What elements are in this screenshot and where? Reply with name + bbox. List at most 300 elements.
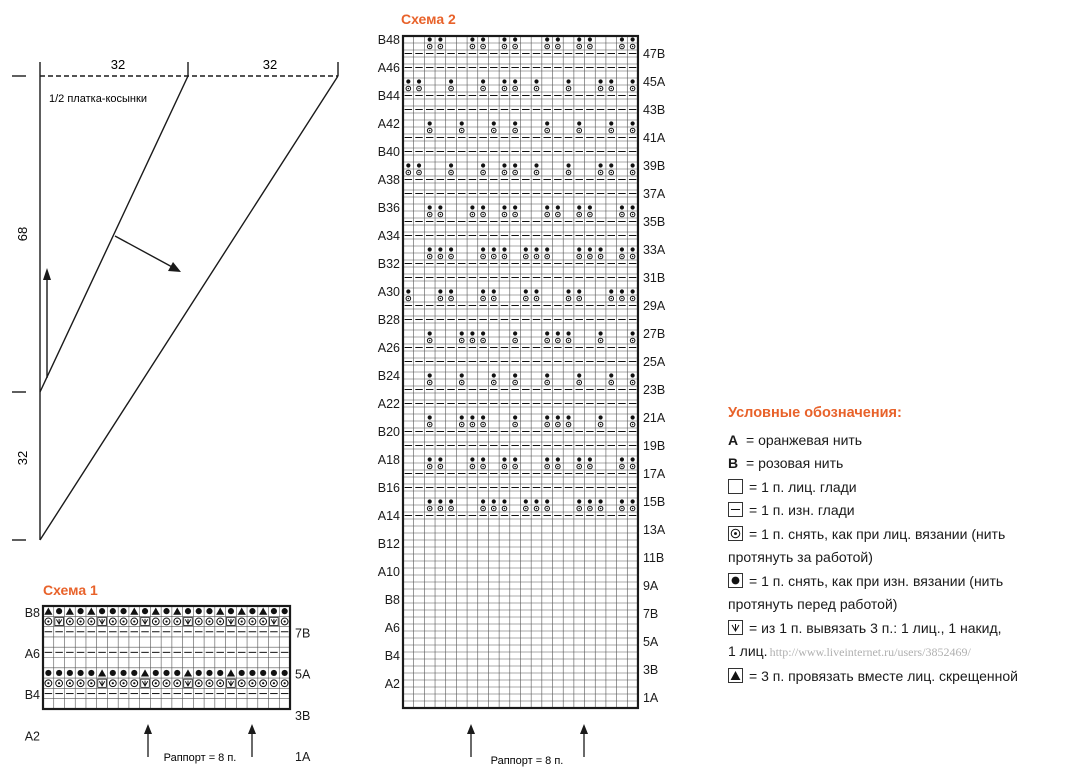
row-label-left: B40 (377, 144, 400, 159)
slip-back-symbol-dot (568, 424, 570, 426)
slip-front-symbol (577, 289, 581, 293)
slip-front-symbol (406, 163, 410, 167)
slip-back-symbol-dot (525, 508, 527, 510)
width-label-left: 32 (110, 57, 126, 72)
slip-front-symbol (45, 670, 51, 676)
legend-item (728, 665, 1080, 689)
row-label-left: A42 (377, 116, 400, 131)
slip-back-symbol-dot (482, 172, 484, 174)
slip-back-symbol-dot (472, 466, 474, 468)
slip-back-symbol-dot (133, 620, 135, 622)
slip-front-symbol (513, 163, 517, 167)
slip-back-symbol-dot (632, 424, 634, 426)
slip-front-symbol (78, 670, 84, 676)
slip-front-symbol (78, 608, 84, 614)
slip-front-symbol (556, 331, 560, 335)
legend-key: B (728, 455, 739, 471)
slip-front-symbol (598, 163, 602, 167)
slip-front-symbol (620, 37, 624, 41)
slip-back-symbol-dot (600, 340, 602, 342)
slip-back-symbol-dot (69, 682, 71, 684)
slip-front-symbol (534, 289, 538, 293)
decrease-symbol (44, 608, 52, 615)
slip-back-symbol-dot (90, 620, 92, 622)
slip-back-symbol-dot (514, 46, 516, 48)
slip-back-symbol-dot (589, 508, 591, 510)
slip-front-symbol (502, 457, 506, 461)
slip-back-symbol-dot (251, 682, 253, 684)
row-label-right: 39B (642, 158, 666, 173)
slip-front-symbol (56, 608, 62, 614)
slip-front-symbol (481, 415, 485, 419)
scheme1-repeat-label: Раппорт = 8 п. (163, 752, 237, 764)
slip-front-symbol (609, 373, 613, 377)
arrow-head (168, 262, 181, 272)
slip-front-symbol (481, 37, 485, 41)
decrease-symbol (259, 608, 267, 615)
slip-front-symbol (142, 608, 148, 614)
slip-front-symbol (163, 608, 169, 614)
slip-front-symbol (502, 247, 506, 251)
slip-back-icon (728, 526, 743, 541)
slip-back-symbol-dot (578, 466, 580, 468)
legend-text-continuation (728, 593, 1080, 617)
slip-back-symbol-dot (632, 46, 634, 48)
slip-back-symbol-dot (482, 508, 484, 510)
slip-back-symbol-dot (155, 620, 157, 622)
slip-front-symbol (428, 121, 432, 125)
slip-front-icon (728, 573, 743, 588)
slip-front-symbol (481, 163, 485, 167)
slip-back-symbol-dot (450, 172, 452, 174)
slip-back-symbol-dot (284, 682, 286, 684)
slip-front-symbol (438, 499, 442, 503)
slip-back-symbol-dot (176, 620, 178, 622)
slip-back-symbol-dot (429, 424, 431, 426)
shawl-caption: 1/2 платка-косынки (49, 93, 147, 105)
scheme2-title: Схема 2 (401, 11, 456, 27)
arrow-head (248, 724, 256, 734)
slip-back-symbol-dot (536, 256, 538, 258)
row-label-right: 29A (642, 298, 666, 313)
slip-back-symbol-dot (408, 172, 410, 174)
legend-key: A (728, 431, 739, 448)
slip-front-symbol (417, 163, 421, 167)
slip-front-symbol (513, 205, 517, 209)
row-label-left: A22 (377, 396, 400, 411)
slip-front-symbol (556, 457, 560, 461)
slip-front-symbol (588, 205, 592, 209)
slip-front-symbol (545, 247, 549, 251)
slip-front-symbol (481, 499, 485, 503)
slip-front-symbol (577, 205, 581, 209)
slip-back-symbol-dot (262, 620, 264, 622)
slip-front-symbol (577, 121, 581, 125)
slip-front-symbol (577, 373, 581, 377)
slip-front-symbol (460, 121, 464, 125)
row-label-right: 5A (642, 634, 659, 649)
slip-back-symbol-dot (262, 682, 264, 684)
slip-front-symbol (470, 457, 474, 461)
slip-back-symbol-dot (557, 424, 559, 426)
slip-back-symbol-dot (632, 340, 634, 342)
slip-back-symbol-dot (241, 682, 243, 684)
slip-front-symbol (206, 608, 212, 614)
height-label-upper: 68 (15, 226, 30, 242)
slip-back-symbol-dot (58, 682, 60, 684)
slip-front-symbol (481, 331, 485, 335)
slip-front-symbol (545, 37, 549, 41)
row-label-left: A38 (377, 172, 400, 187)
row-label-left: A10 (377, 564, 400, 579)
shawl-schematic (12, 62, 338, 540)
legend-text: = из 1 п. вывязать 3 п.: 1 лиц., 1 накид, (749, 619, 1002, 636)
slip-front-symbol (598, 331, 602, 335)
legend-text: = 1 п. снять, как при изн. вязании (нить (749, 572, 1004, 589)
scheme1-row-labels (25, 606, 311, 764)
row-label-right: 31B (642, 270, 666, 285)
legend-text: = оранжевая нить (746, 431, 863, 448)
row-label-left: B28 (377, 312, 400, 327)
slip-front-symbol (502, 79, 506, 83)
slip-back-symbol-dot (429, 508, 431, 510)
slip-front-symbol (545, 415, 549, 419)
slip-back-symbol-dot (208, 620, 210, 622)
legend-item (728, 452, 1080, 476)
slip-front-symbol (131, 670, 137, 676)
scheme2-grid (403, 36, 638, 708)
row-label-right: 21A (642, 410, 666, 425)
row-label-right: 17A (642, 466, 666, 481)
slip-front-symbol (588, 247, 592, 251)
slip-front-symbol (631, 373, 635, 377)
slip-back-symbol-dot (47, 682, 49, 684)
slip-front-symbol (120, 670, 126, 676)
slip-back-symbol-dot (440, 46, 442, 48)
legend-text: = 1 п. лиц. глади (749, 478, 857, 495)
slip-front-symbol (513, 331, 517, 335)
slip-back-symbol-dot (568, 298, 570, 300)
slip-front-symbol (545, 373, 549, 377)
slip-front-symbol (417, 79, 421, 83)
slip-front-symbol (470, 331, 474, 335)
slip-front-symbol (56, 670, 62, 676)
slip-front-symbol (428, 373, 432, 377)
slip-front-symbol (449, 289, 453, 293)
slip-back-symbol-dot (568, 172, 570, 174)
arrow-head (467, 724, 475, 734)
slip-front-symbol (120, 608, 126, 614)
slip-front-symbol (88, 670, 94, 676)
slip-front-symbol (481, 247, 485, 251)
row-label-right: 1A (295, 749, 311, 764)
slip-back-symbol-dot (536, 508, 538, 510)
slip-back-symbol-dot (546, 256, 548, 258)
slip-front-symbol (470, 37, 474, 41)
slip-back-symbol-dot (493, 256, 495, 258)
slip-front-symbol (438, 457, 442, 461)
slip-front-symbol (588, 457, 592, 461)
slip-back-symbol-dot (632, 88, 634, 90)
slip-front-symbol (249, 608, 255, 614)
slip-front-symbol (110, 670, 116, 676)
slip-front-symbol (428, 415, 432, 419)
slip-back-symbol-dot (176, 682, 178, 684)
slip-back-symbol-dot (472, 46, 474, 48)
increase-symbol (227, 617, 236, 625)
slip-back-symbol-dot (482, 46, 484, 48)
slip-back-symbol-dot (79, 620, 81, 622)
slip-front-symbol (449, 247, 453, 251)
row-label-right: 43B (642, 102, 666, 117)
slip-back-symbol-dot (632, 466, 634, 468)
slip-front-symbol (460, 415, 464, 419)
slip-front-symbol (577, 247, 581, 251)
slip-back-symbol-dot (219, 620, 221, 622)
knit-square-icon (728, 479, 743, 494)
slip-back-symbol-dot (589, 466, 591, 468)
legend-text: протянуть перед работой) (728, 596, 898, 612)
slip-front-symbol (732, 576, 740, 584)
slip-front-symbol (492, 289, 496, 293)
slip-front-symbol (545, 457, 549, 461)
slip-back-symbol-dot (589, 214, 591, 216)
slip-back-symbol-dot (219, 682, 221, 684)
slip-back-symbol-dot (418, 172, 420, 174)
row-label-left: B4 (384, 648, 400, 663)
row-label-left: B48 (377, 32, 400, 47)
legend-text-continuation (728, 640, 1080, 665)
slip-front-symbol (260, 670, 266, 676)
slip-front-symbol (631, 289, 635, 293)
slip-front-symbol (566, 79, 570, 83)
slip-front-symbol (566, 415, 570, 419)
row-label-right: 5A (295, 667, 311, 682)
legend-text: протянуть за работой) (728, 549, 873, 565)
slip-front-symbol (598, 247, 602, 251)
slip-front-symbol (67, 670, 73, 676)
slip-back-symbol-dot (504, 46, 506, 48)
row-label-right: 35B (642, 214, 666, 229)
slip-back-symbol-dot (440, 466, 442, 468)
width-label-right: 32 (262, 57, 278, 72)
slip-back-symbol-dot (133, 682, 135, 684)
slip-back-symbol-dot (557, 46, 559, 48)
slip-back-symbol-dot (546, 130, 548, 132)
row-label-right: 45A (642, 74, 666, 89)
row-label-right: 27B (642, 326, 666, 341)
purl-square-icon (728, 502, 743, 517)
slip-back-symbol-dot (450, 508, 452, 510)
slip-back-symbol-dot (493, 298, 495, 300)
slip-front-symbol (185, 608, 191, 614)
slip-back-symbol-dot (514, 340, 516, 342)
slip-back-symbol-dot (251, 620, 253, 622)
slip-back-symbol-dot (536, 172, 538, 174)
slip-back-symbol-dot (284, 620, 286, 622)
slip-front-symbol (428, 37, 432, 41)
slip-front-symbol (502, 37, 506, 41)
decrease-symbol (152, 608, 160, 615)
slip-back-symbol-dot (621, 466, 623, 468)
slip-front-symbol (282, 670, 288, 676)
slip-back-symbol-dot (621, 298, 623, 300)
slip-front-symbol (545, 499, 549, 503)
slip-back-symbol-dot (536, 298, 538, 300)
slip-front-symbol (609, 163, 613, 167)
slip-front-symbol (228, 608, 234, 614)
slip-front-symbol (631, 205, 635, 209)
slip-front-symbol (566, 289, 570, 293)
slip-back-symbol-dot (514, 130, 516, 132)
increase-symbol (98, 679, 107, 687)
decrease-symbol (184, 669, 192, 676)
slip-front-symbol (577, 499, 581, 503)
slip-back-symbol-dot (482, 256, 484, 258)
slip-front-symbol (460, 331, 464, 335)
legend-item (728, 429, 1080, 453)
slip-back-symbol-dot (472, 340, 474, 342)
slip-back-symbol-dot (621, 508, 623, 510)
slip-back-symbol-dot (546, 466, 548, 468)
slip-back-symbol-dot (734, 532, 737, 535)
row-label-left: B8 (384, 592, 400, 607)
slip-back-symbol-dot (429, 46, 431, 48)
slip-back-symbol-dot (600, 508, 602, 510)
slip-back-symbol-dot (525, 256, 527, 258)
row-label-left: A18 (377, 452, 400, 467)
decrease-symbol (227, 669, 235, 676)
slip-front-symbol (631, 247, 635, 251)
legend-item (728, 523, 1080, 547)
slip-front-symbol (492, 247, 496, 251)
slip-back-symbol-dot (578, 382, 580, 384)
slip-back-symbol-dot (514, 88, 516, 90)
slip-back-symbol-dot (429, 256, 431, 258)
slip-back-symbol-dot (514, 424, 516, 426)
row-label-right: 37A (642, 186, 666, 201)
row-label-right: 25A (642, 354, 666, 369)
increase-symbol (184, 617, 193, 625)
slip-back-symbol-dot (610, 382, 612, 384)
slip-back-symbol-dot (568, 340, 570, 342)
slip-back-symbol-dot (557, 214, 559, 216)
slip-back-symbol-dot (504, 508, 506, 510)
legend-text: = 3 п. провязать вместе лиц. скрещенной (749, 667, 1018, 684)
slip-back-symbol-dot (536, 88, 538, 90)
slip-front-symbol (588, 37, 592, 41)
increase-symbol (184, 679, 193, 687)
row-label-left: B36 (377, 200, 400, 215)
scheme2-repeat-label: Раппорт = 8 п. (490, 755, 564, 767)
slip-back-symbol-dot (440, 256, 442, 258)
row-label-right: 41A (642, 130, 666, 145)
slip-back-symbol-dot (429, 466, 431, 468)
slip-front-symbol (631, 79, 635, 83)
slip-front-symbol (620, 247, 624, 251)
slip-back-symbol-dot (514, 172, 516, 174)
slip-front-symbol (481, 457, 485, 461)
slip-back-symbol-dot (79, 682, 81, 684)
slip-front-symbol (588, 499, 592, 503)
increase-symbol (270, 617, 279, 625)
slip-back-symbol-dot (208, 682, 210, 684)
slip-front-symbol (620, 289, 624, 293)
legend-text: = 1 п. изн. глади (749, 502, 855, 518)
slip-back-symbol-dot (578, 130, 580, 132)
row-label-right: 3B (642, 662, 659, 677)
slip-back-symbol-dot (578, 298, 580, 300)
slip-back-symbol-dot (241, 620, 243, 622)
slip-front-symbol (534, 499, 538, 503)
slip-back-symbol-dot (632, 382, 634, 384)
row-label-right: 7B (642, 606, 659, 621)
slip-front-symbol (174, 670, 180, 676)
row-label-left: B24 (377, 368, 400, 383)
slip-back-symbol-dot (273, 682, 275, 684)
decrease-symbol (141, 669, 149, 676)
row-label-left: A26 (377, 340, 400, 355)
slip-back-symbol-dot (440, 508, 442, 510)
row-label-right: 47B (642, 46, 666, 61)
slip-back-symbol-dot (165, 682, 167, 684)
slip-front-symbol (513, 121, 517, 125)
slip-back-symbol-dot (578, 508, 580, 510)
slip-back-symbol-dot (461, 130, 463, 132)
slip-front-symbol (598, 499, 602, 503)
slip-front-symbol (406, 289, 410, 293)
slip-back-symbol-dot (155, 682, 157, 684)
slip-back-symbol-dot (514, 466, 516, 468)
slip-back-symbol-dot (165, 620, 167, 622)
slip-back-symbol-dot (600, 88, 602, 90)
slip-front-symbol (556, 415, 560, 419)
slip-front-symbol (110, 608, 116, 614)
slip-back-symbol-dot (504, 256, 506, 258)
slip-front-symbol (271, 670, 277, 676)
row-label-right: 13A (642, 522, 666, 537)
legend-text: = 1 п. снять, как при лиц. вязании (нить (749, 525, 1006, 542)
slip-back-symbol-dot (546, 214, 548, 216)
slip-back-symbol-dot (429, 382, 431, 384)
slip-front-symbol (620, 205, 624, 209)
knit-direction-arrow-diagonal (115, 236, 174, 268)
increase-symbol (55, 617, 64, 625)
scheme1-title: Схема 1 (43, 582, 98, 598)
slip-front-symbol (598, 79, 602, 83)
slip-back-symbol-dot (621, 256, 623, 258)
row-label-left: A6 (384, 620, 400, 635)
slip-front-symbol (428, 499, 432, 503)
slip-back-symbol-dot (632, 256, 634, 258)
row-label-right: 1A (642, 690, 659, 705)
slip-front-symbol (481, 79, 485, 83)
slip-front-symbol (556, 37, 560, 41)
row-label-left: B32 (377, 256, 400, 271)
slip-back-symbol-dot (90, 682, 92, 684)
slip-back-symbol-dot (504, 466, 506, 468)
row-label-left: B8 (24, 605, 40, 620)
legend-item (728, 476, 1080, 500)
slip-front-symbol (566, 331, 570, 335)
slip-back-symbol-dot (600, 256, 602, 258)
slip-front-symbol (534, 247, 538, 251)
slip-front-symbol (428, 205, 432, 209)
slip-front-symbol (460, 373, 464, 377)
slip-front-symbol (502, 499, 506, 503)
slip-back-symbol-dot (450, 256, 452, 258)
row-label-left: B16 (377, 480, 400, 495)
